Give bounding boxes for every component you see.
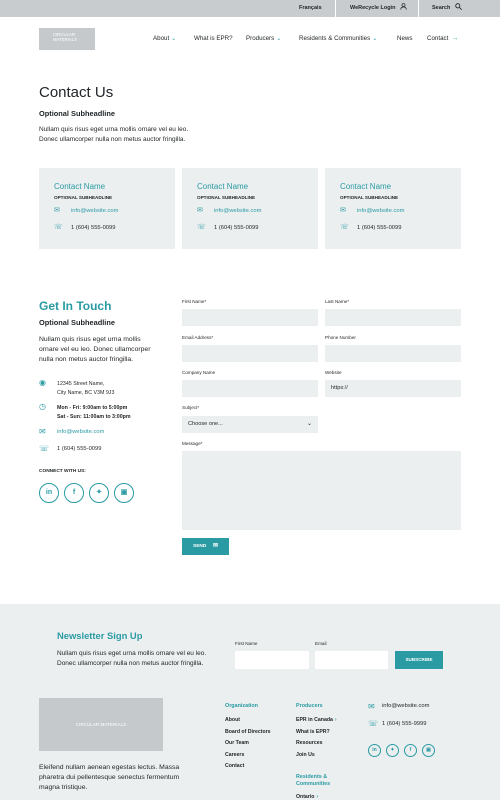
hours [57,404,131,422]
footer-link-what-epr[interactable]: What is EPR? [296,729,330,735]
contact-email-link[interactable]: info@website.com [71,208,119,214]
touch-subheadline: Optional Subheadline [39,318,115,327]
nav-producers[interactable] [246,35,281,42]
site-logo[interactable]: CIRCULAR MATERIALS [39,28,95,50]
first-name-label: First Name* [182,299,207,304]
chevron-right-icon: › [334,717,337,723]
nav-news[interactable]: News [397,35,413,42]
newsletter-title: Newsletter Sign Up [57,630,143,641]
footer-logo[interactable]: CIRCULAR MATERIALS [39,698,163,751]
utility-divider [335,0,336,17]
hours-line-2: Sat - Sun: 11:00am to 3:00pm [57,414,131,420]
footer-text-line-3: magna tristique. [39,784,88,791]
contact-name: Contact Name [340,182,392,191]
mail-icon: ✉ [213,543,219,549]
touch-body-line-1: Nullam quis risus eget urna mollis [39,336,141,343]
nav-residents[interactable] [299,35,377,42]
phone-label: Phone Number [325,335,356,340]
last-name-label: Last Name* [325,299,350,304]
email-label: Email Address* [182,335,214,340]
newsletter-body-line-2: Donec ullamcorper nulla non metus auctor fringilla. [57,660,204,667]
nav-about[interactable] [153,35,176,42]
contact-subheadline: OPTIONAL SUBHEADLINE [197,195,256,200]
footer-producers-heading: Producers [296,703,323,709]
phone-icon: ☏ [340,224,349,231]
footer-link-team[interactable]: Our Team [225,740,249,746]
nav-producers-label: Producers [246,35,275,42]
chevron-down-icon: ⌄ [171,36,177,42]
touch-body-line-3: nulla non metus auctor fringilla. [39,356,134,363]
chevron-down-icon: ⌄ [306,421,312,427]
contact-card [182,168,318,249]
footer-link-join[interactable]: Join Us [296,752,315,758]
nav-contact-label: Contact [427,35,449,42]
touch-body-line-2: ornare vel eu leo. Donec ullamcorper [39,346,151,353]
contact-card [39,168,175,249]
footer-link-about[interactable]: About [225,717,240,723]
facebook-icon[interactable]: f [64,483,84,503]
utility-divider [418,0,419,17]
email-field[interactable] [182,345,318,362]
linkedin-icon[interactable]: in [39,483,59,503]
footer-phone[interactable]: 1 (604) 555-9999 [382,721,427,727]
facebook-icon[interactable]: f [404,744,417,757]
language-link[interactable]: Français [299,5,322,11]
footer-link-epr-canada-label: EPR in Canada [296,717,333,723]
nav-about-label: About [153,35,170,42]
footer-link-ontario-label: Ontario [296,794,315,800]
map-pin-icon: ◉ [39,378,46,387]
login-link[interactable] [350,0,407,17]
send-label: SEND [193,544,207,549]
footer-link-contact[interactable]: Contact [225,763,245,769]
subject-label: Subject* [182,405,200,410]
address-line-1: 12345 Street Name, [57,381,105,387]
mail-icon: ✉ [340,207,346,214]
footer-link-epr-canada[interactable] [296,717,337,723]
contact-phone[interactable]: 1 (604) 555-0099 [71,225,116,231]
message-field[interactable] [182,451,461,530]
mail-icon: ✉ [54,207,60,214]
touch-email-link[interactable]: info@website.com [57,429,105,435]
linkedin-icon[interactable]: in [368,744,381,757]
mail-icon: ✉ [39,427,46,436]
company-label: Company Name [182,370,216,375]
company-field[interactable] [182,380,318,397]
footer-text-line-2: pharetra dui pellentesque senectus fermentum [39,774,180,781]
twitter-icon[interactable]: ✦ [386,744,399,757]
footer-link-board[interactable]: Board of Directors [225,729,271,735]
chevron-right-icon: › [316,794,319,800]
clock-icon: ◷ [39,402,46,411]
chevron-down-icon: ⌄ [276,36,282,42]
contact-phone[interactable]: 1 (604) 555-0099 [357,225,402,231]
address [57,380,114,398]
newsletter-email-field[interactable] [315,651,388,669]
subject-select-value: Choose one... [188,421,223,427]
contact-card [325,168,461,249]
instagram-icon[interactable]: ▣ [114,483,134,503]
connect-label: CONNECT WITH US: [39,469,86,474]
phone-icon: ☏ [39,444,50,453]
contact-subheadline: OPTIONAL SUBHEADLINE [54,195,113,200]
footer-text-line-1: Eleifend nullam aenean egestas lectus. Massa [39,764,180,771]
phone-icon: ☏ [368,719,379,728]
hero-body-line-2: Donec ullamcorper nulla non metus auctor fringilla. [39,136,186,143]
contact-email-link[interactable]: info@website.com [214,208,262,214]
arrow-right-icon: → [451,35,459,42]
phone-icon: ☏ [54,224,63,231]
footer-org-heading: Organization [225,703,258,709]
utility-bar [0,0,500,17]
contact-name: Contact Name [197,182,249,191]
footer-text [39,763,179,793]
footer-link-ontario[interactable] [296,794,318,800]
hero-body-line-1: Nullam quis risus eget urna mollis ornare vel eu leo. [39,126,189,133]
footer-residents-heading-line-2: Communities [296,781,331,787]
website-field[interactable]: https:// [325,380,461,397]
mail-icon: ✉ [197,207,203,214]
address-line-2: City Name, BC V3M 9J3 [57,390,115,396]
hours-line-1: Mon - Fri: 9:00am to 5:00pm [57,405,128,411]
chevron-down-icon: ⌄ [372,36,378,42]
search-link[interactable] [432,0,462,17]
newsletter-body-line-1: Nullam quis risus eget urna mollis ornare vel eu leo. [57,650,207,657]
subscribe-button[interactable]: SUBSCRIBE [395,651,443,669]
twitter-icon[interactable]: ✦ [89,483,109,503]
footer-email-link[interactable]: info@website.com [382,703,430,709]
page-title: Contact Us [39,84,114,101]
footer-link-careers[interactable]: Careers [225,752,245,758]
nav-residents-label: Residents & Communities [299,35,371,42]
hero-subheadline: Optional Subheadline [39,109,115,118]
user-icon [400,3,407,10]
instagram-icon[interactable]: ▣ [422,744,435,757]
newsletter-first-name-field[interactable] [235,651,309,669]
subject-select[interactable] [182,416,318,433]
mail-icon: ✉ [368,702,375,711]
nav-epr[interactable]: What is EPR? [194,35,233,42]
contact-subheadline: OPTIONAL SUBHEADLINE [340,195,399,200]
phone-field[interactable] [325,345,461,362]
website-label: Website [325,370,342,375]
login-label: WeRecycle Login [350,5,396,11]
send-button[interactable] [182,538,229,555]
contact-phone[interactable]: 1 (604) 555-0099 [214,225,259,231]
contact-email-link[interactable]: info@website.com [357,208,405,214]
touch-title: Get In Touch [39,299,112,313]
search-label: Search [432,5,451,11]
last-name-field[interactable] [325,309,461,326]
footer-residents-heading [296,774,330,788]
newsletter-first-name-label: First Name [235,641,258,646]
footer-link-resources[interactable]: Resources [296,740,323,746]
contact-name: Contact Name [54,182,106,191]
message-label: Message* [182,441,203,446]
search-icon [455,3,462,10]
newsletter-email-label: Email [315,641,327,646]
first-name-field[interactable] [182,309,318,326]
footer-residents-heading-line-1: Residents & [296,774,328,780]
nav-contact[interactable] [427,35,458,42]
touch-phone[interactable]: 1 (604) 555-0099 [57,446,102,452]
phone-icon: ☏ [197,224,206,231]
